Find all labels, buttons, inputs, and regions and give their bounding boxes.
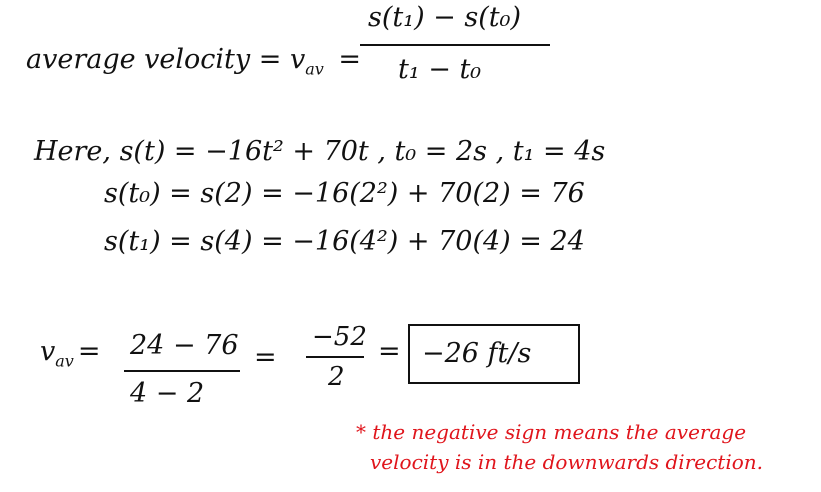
result-fraction2-denominator: 2 xyxy=(328,362,345,392)
result-equals-1: = xyxy=(77,336,101,367)
result-fraction1-denominator: 4 − 2 xyxy=(130,378,205,409)
definition-equals: = xyxy=(338,44,361,75)
result-lhs-subscript: av xyxy=(55,351,74,371)
answer-box xyxy=(408,324,580,384)
definition-numerator: s(t₁) − s(t₀) xyxy=(368,2,521,33)
note-line-2: velocity is in the downwards direction. xyxy=(370,450,764,474)
step-s-t1: s(t₁) = s(4) = −16(4²) + 70(4) = 24 xyxy=(104,226,585,257)
answer-value: −26 ft/s xyxy=(422,338,532,369)
definition-denominator: t₁ − t₀ xyxy=(398,54,482,85)
definition-fraction-bar xyxy=(360,44,550,46)
note-line-1: * the negative sign means the average xyxy=(356,420,747,444)
result-lhs xyxy=(40,336,100,370)
result-equals-3: = xyxy=(378,336,401,367)
given-line: Here, s(t) = −16t² + 70t , t₀ = 2s , t₁ = 4s xyxy=(34,136,606,167)
result-equals-2: = xyxy=(254,342,277,373)
definition-lhs-text: average velocity = v xyxy=(26,44,306,75)
definition-lhs-subscript: av xyxy=(305,59,324,79)
result-fraction1-bar xyxy=(124,370,240,372)
result-fraction2-bar xyxy=(306,356,364,358)
result-fraction2-numerator: −52 xyxy=(312,322,367,352)
result-fraction1-numerator: 24 − 76 xyxy=(130,330,239,361)
result-lhs-text: v xyxy=(40,336,56,367)
step-s-t0: s(t₀) = s(2) = −16(2²) + 70(2) = 76 xyxy=(104,178,585,209)
definition-lhs xyxy=(26,44,361,78)
